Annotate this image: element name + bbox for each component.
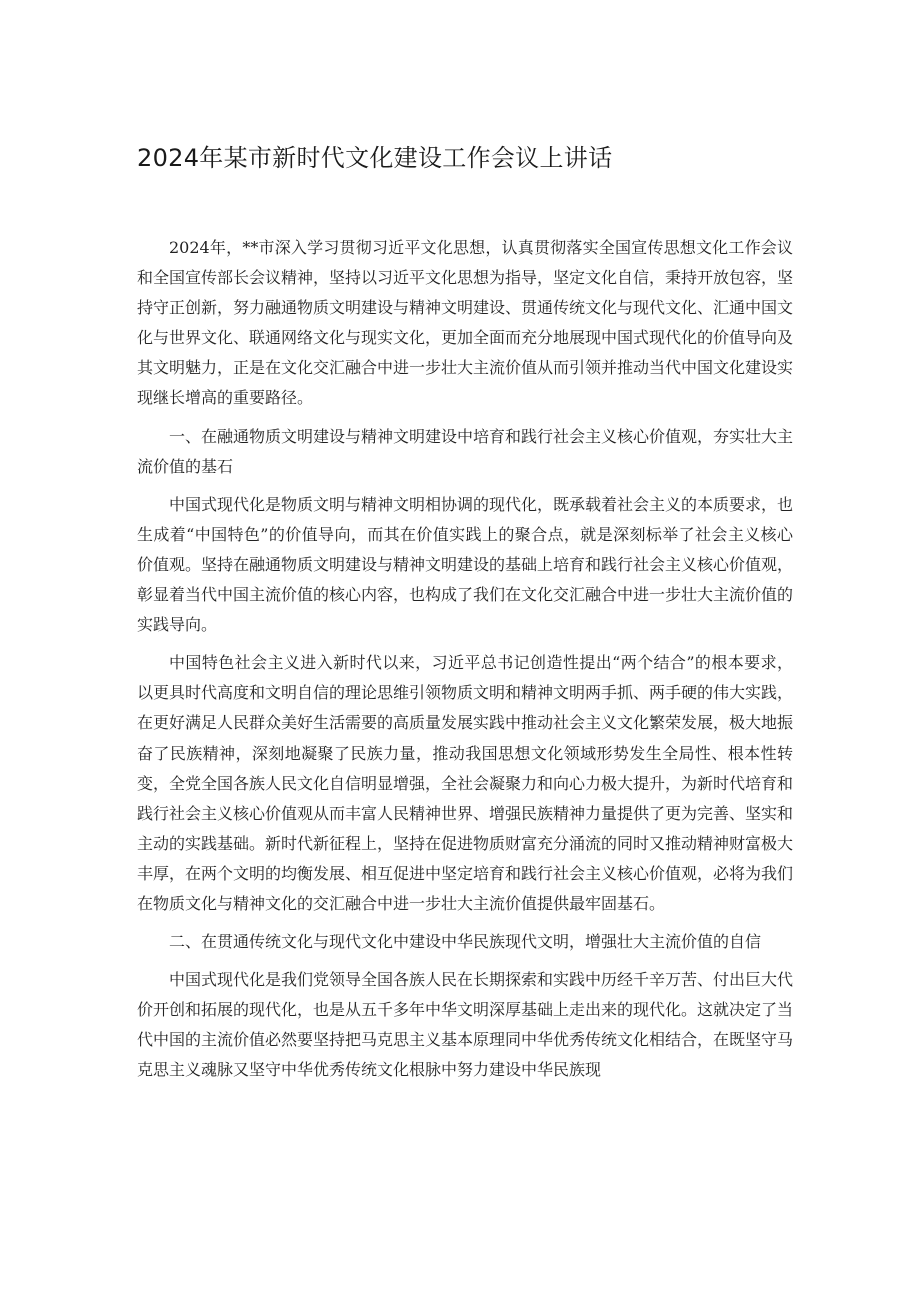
paragraph-section-one-b: 中国特色社会主义进入新时代以来，习近平总书记创造性提出“两个结合”的根本要求，以更具时代高度和文明自信的理论思维引领物质文明和精神文明两手抓、两手硬的伟大实践，在更好满足人民群众美好生活需要的高质量发展实践中推动社会主义文化繁荣发展，极大地振奋了民族精神，深刻地凝聚了民族力量，推动我国思想文化领域形势发生全局性、根本性转变，全党全国各族人民文化自信明显增强，全社会凝聚力和向心力极大提升，为新时代培育和践行社会主义核心价值观从而丰富人民精神世界、增强民族精神力量提供了更为完善、坚实和主动的实践基础。新时代新征程上，坚持在促进物质财富充分涌流的同时又推动精神财富极大丰厚，在两个文明的均衡发展、相互促进中坚定培育和践行社会主义核心价值观，必将为我们在物质文化与精神文化的交汇融合中进一步壮大主流价值提供最牢固基石。	[137, 653, 794, 913]
section-heading-two: 二、在贯通传统文化与现代文化中建设中华民族现代文明，增强壮大主流价值的自信	[169, 932, 762, 952]
document-body	[137, 233, 793, 1094]
paragraph-section-two-a: 中国式现代化是我们党领导全国各族人民在长期探索和实践中历经千辛万苦、付出巨大代价开创和拓展的现代化，也是从五千多年中华文明深厚基础上走出来的现代化。这就决定了当代中国的主流价值必然要坚持把马克思主义基本原理同中华优秀传统文化相结合，在既坚守马克思主义魂脉又坚守中华优秀传统文化根脉中努力建设中华民族现	[137, 970, 794, 1080]
paragraph-section-one-a: 中国式现代化是物质文明与精神文明相协调的现代化，既承载着社会主义的本质要求，也生成着“中国特色”的价值导向，而其在价值实践上的聚合点，就是深刻标举了社会主义核心价值观。坚持在融通物质文明建设与精神文明建设的基础上培育和践行社会主义核心价值观，彰显着当代中国主流价值的核心内容，也构成了我们在文化交汇融合中进一步壮大主流价值的实践导向。	[137, 494, 794, 635]
section-heading-one: 一、在融通物质文明建设与精神文明建设中培育和践行社会主义核心价值观，夯实壮大主流价值的基石	[137, 426, 794, 476]
paragraph-intro: 2024年，**市深入学习贯彻习近平文化思想，认真贯彻落实全国宣传思想文化工作会议和全国宣传部长会议精神，坚持以习近平文化思想为指导，坚定文化自信，秉持开放包容，坚持守正创新，努力融通物质文明建设与精神文明建设、贯通传统文化与现代文化、汇通中国文化与世界文化、联通网络文化与现实文化，更加全面而充分地展现中国式现代化的价值导向及其文明魅力，正是在文化交汇融合中进一步壮大主流价值从而引领并推动当代中国文化建设实现继长增高的重要路径。	[137, 238, 794, 408]
document-title: 2024年某市新时代文化建设工作会议上讲话	[137, 144, 613, 172]
